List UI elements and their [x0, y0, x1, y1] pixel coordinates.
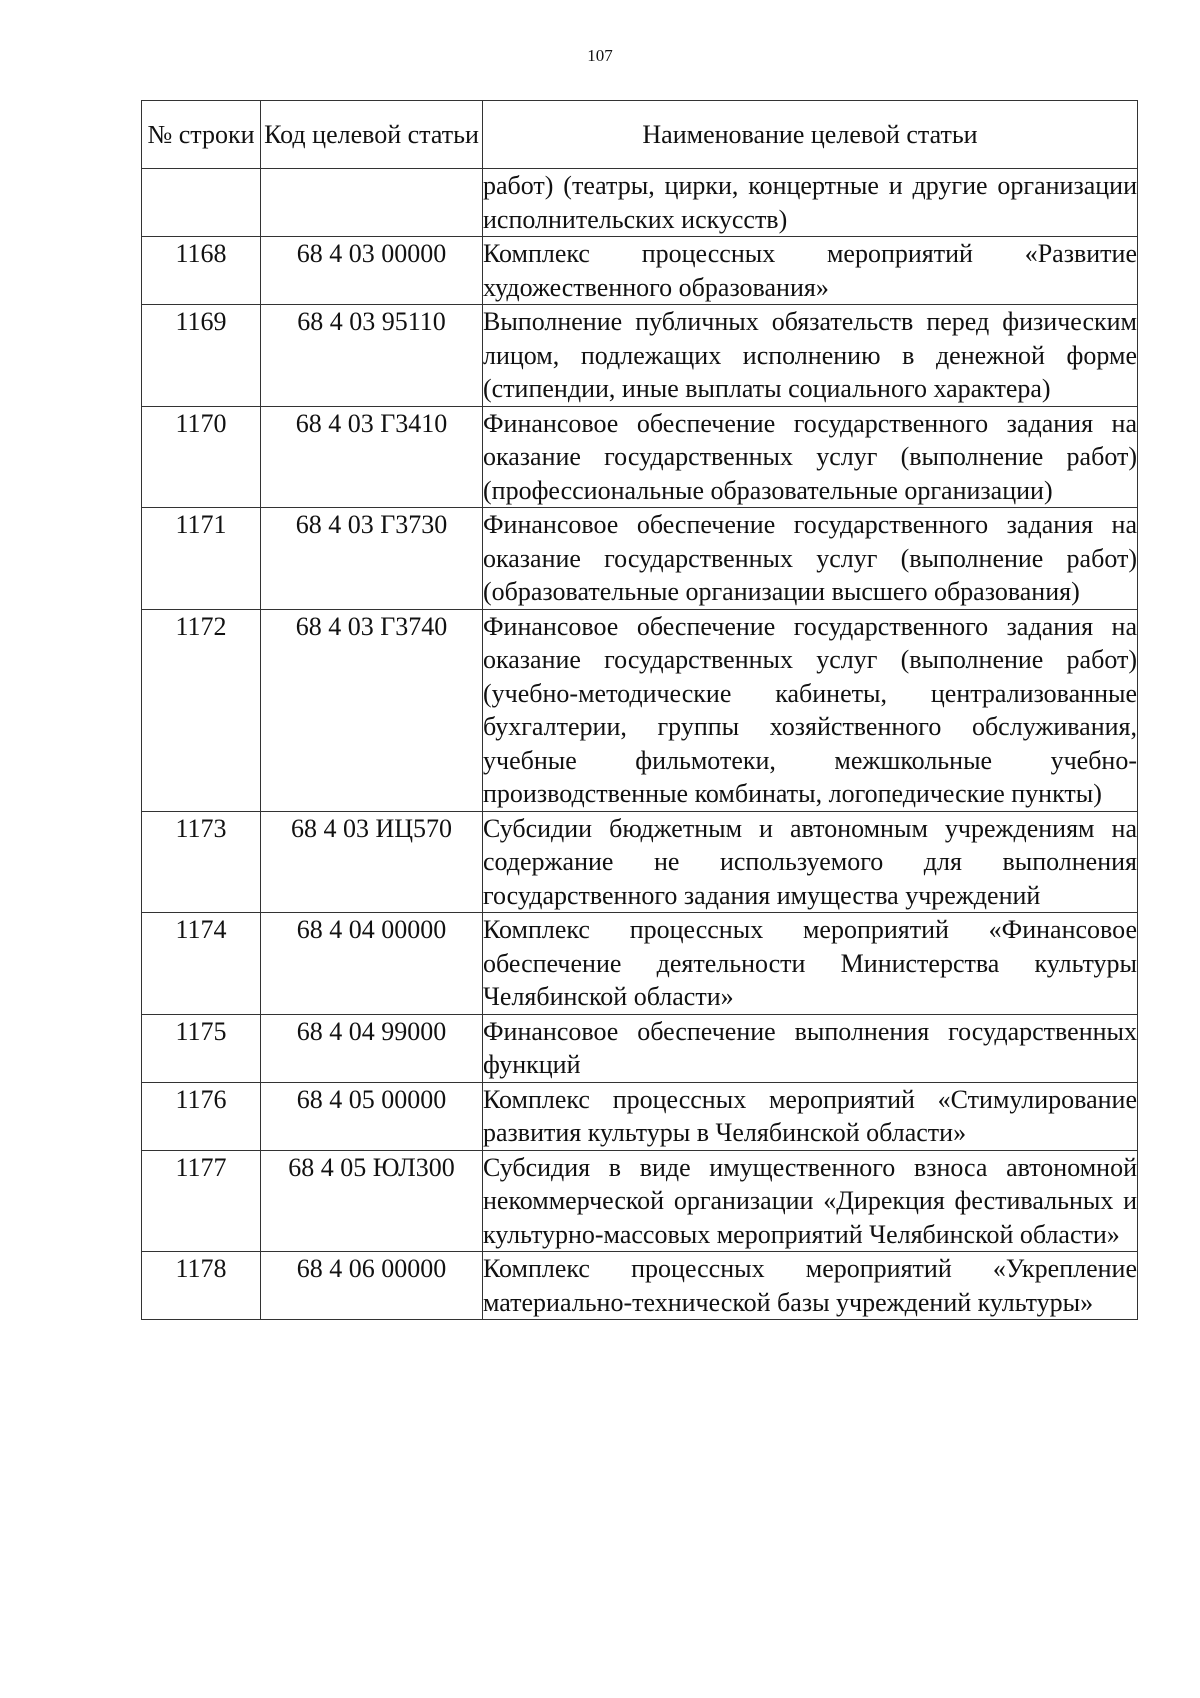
- row-number-cell: 1168: [142, 237, 261, 305]
- header-target-code: Код целевой статьи: [261, 101, 483, 169]
- target-code-cell: 68 4 05 00000: [261, 1082, 483, 1150]
- table-row: [142, 406, 1138, 508]
- row-number-cell: 1171: [142, 508, 261, 610]
- row-number-cell: 1173: [142, 811, 261, 913]
- table-row: [142, 1014, 1138, 1082]
- target-name-cell: Финансовое обеспечение государственного задания на оказание государственных услуг (выполнение работ) (профессиональные образовательные организации): [483, 406, 1138, 508]
- target-name-cell: работ) (театры, цирки, концертные и другие организации исполнительских искусств): [483, 169, 1138, 237]
- target-name-cell: Субсидии бюджетным и автономным учреждениям на содержание не используемого для выполнения государственного задания имущества учреждений: [483, 811, 1138, 913]
- target-code-cell: 68 4 03 Г3740: [261, 609, 483, 811]
- target-code-cell: 68 4 06 00000: [261, 1252, 483, 1320]
- table-row: [142, 609, 1138, 811]
- target-code-cell: 68 4 03 Г3410: [261, 406, 483, 508]
- target-name-cell: Комплекс процессных мероприятий «Укрепление материально-технической базы учреждений культуры»: [483, 1252, 1138, 1320]
- target-name-cell: Комплекс процессных мероприятий «Развитие художественного образования»: [483, 237, 1138, 305]
- table-row: [142, 305, 1138, 407]
- row-number-cell: 1174: [142, 913, 261, 1015]
- target-code-cell: 68 4 04 00000: [261, 913, 483, 1015]
- target-code-cell: 68 4 03 ИЦ570: [261, 811, 483, 913]
- target-name-cell: Выполнение публичных обязательств перед физическим лицом, подлежащих исполнению в денежной форме (стипендии, иные выплаты социального характера): [483, 305, 1138, 407]
- row-number-cell: 1172: [142, 609, 261, 811]
- table-header-row: [142, 101, 1138, 169]
- target-name-cell: Финансовое обеспечение выполнения государственных функций: [483, 1014, 1138, 1082]
- row-number-cell: 1175: [142, 1014, 261, 1082]
- target-name-cell: Комплекс процессных мероприятий «Финансовое обеспечение деятельности Министерства культуры Челябинской области»: [483, 913, 1138, 1015]
- target-name-cell: Финансовое обеспечение государственного задания на оказание государственных услуг (выполнение работ) (учебно-методические кабинеты, централизованные бухгалтерии, группы хозяйственного обслуживания, учебные фильмотеки, межшкольные учебно-производственные комбинаты, логопедические пункты): [483, 609, 1138, 811]
- target-code-cell: 68 4 03 00000: [261, 237, 483, 305]
- header-target-name: Наименование целевой статьи: [483, 101, 1138, 169]
- target-name-cell: Комплекс процессных мероприятий «Стимулирование развития культуры в Челябинской области»: [483, 1082, 1138, 1150]
- target-code-cell: 68 4 05 ЮЛ300: [261, 1150, 483, 1252]
- row-number-cell: 1178: [142, 1252, 261, 1320]
- table-row: [142, 913, 1138, 1015]
- row-number-cell: 1177: [142, 1150, 261, 1252]
- row-number-cell: 1169: [142, 305, 261, 407]
- row-number-cell: 1170: [142, 406, 261, 508]
- table-row: [142, 811, 1138, 913]
- table-row: [142, 1082, 1138, 1150]
- row-number-cell: [142, 169, 261, 237]
- target-code-cell: [261, 169, 483, 237]
- table-row: [142, 237, 1138, 305]
- table-row: [142, 508, 1138, 610]
- target-code-cell: 68 4 03 Г3730: [261, 508, 483, 610]
- table-row: [142, 1150, 1138, 1252]
- header-row-number: № строки: [142, 101, 261, 169]
- page-number: 107: [587, 46, 613, 65]
- target-name-cell: Субсидия в виде имущественного взноса автономной некоммерческой организации «Дирекция фестивальных и культурно-массовых мероприятий Челябинской области»: [483, 1150, 1138, 1252]
- row-number-cell: 1176: [142, 1082, 261, 1150]
- target-code-cell: 68 4 04 99000: [261, 1014, 483, 1082]
- target-articles-table: [141, 100, 1138, 1320]
- target-code-cell: 68 4 03 95110: [261, 305, 483, 407]
- table-row: [142, 169, 1138, 237]
- target-name-cell: Финансовое обеспечение государственного задания на оказание государственных услуг (выполнение работ) (образовательные организации высшего образования): [483, 508, 1138, 610]
- table-row: [142, 1252, 1138, 1320]
